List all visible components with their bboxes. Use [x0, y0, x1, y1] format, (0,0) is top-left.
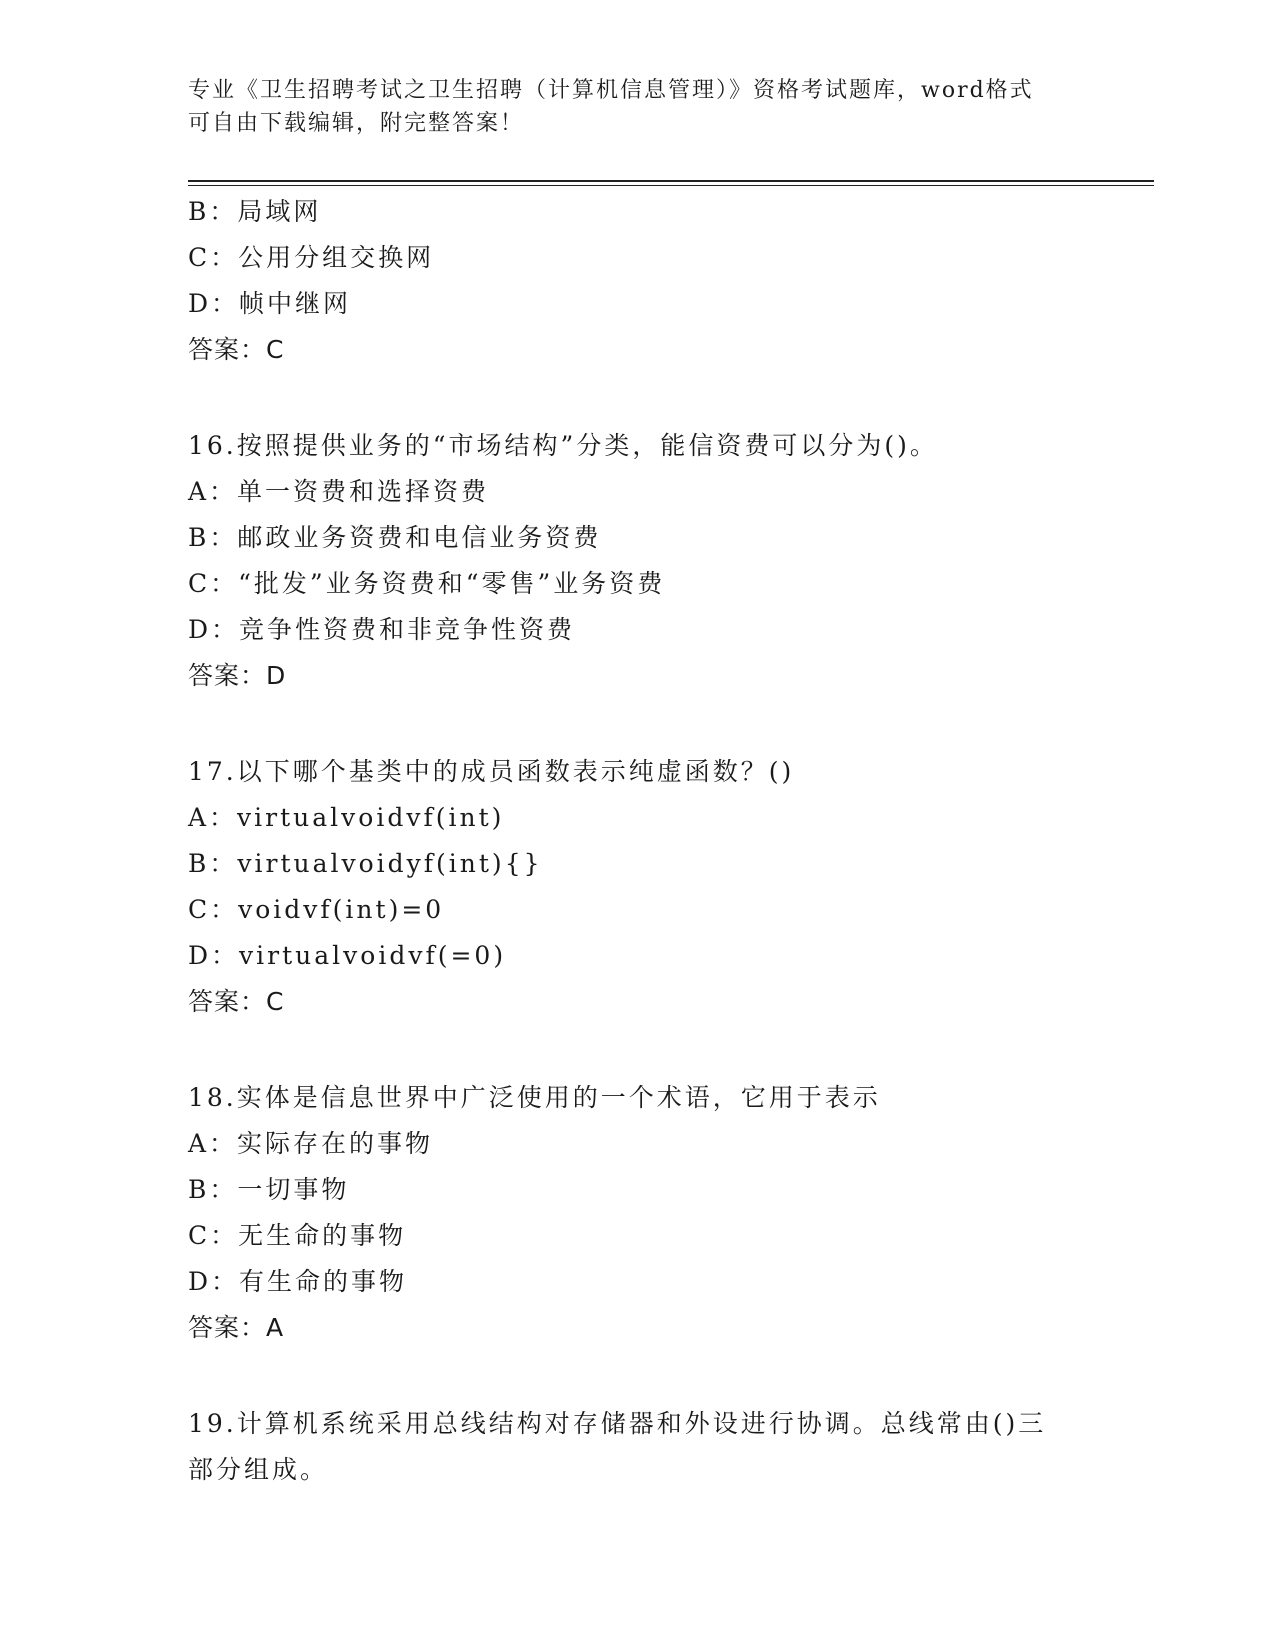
option-a: A：实际存在的事物: [188, 1129, 434, 1158]
header-line-2: 可自由下载编辑，附完整答案！: [188, 111, 525, 136]
answer: 答案：C: [188, 335, 285, 364]
option-d: D：竞争性资费和非竞争性资费: [188, 615, 576, 644]
option-c: C：“批发”业务资费和“零售”业务资费: [188, 569, 666, 598]
answer: 答案：D: [188, 661, 287, 690]
spacer: [188, 699, 1128, 749]
question-text: 16.按照提供业务的“市场结构”分类，能信资费可以分为()。: [188, 431, 938, 460]
header-line-1: 专业《卫生招聘考试之卫生招聘（计算机信息管理）》资格考试题库，word格式: [188, 78, 1034, 103]
option-b: B：virtualvoidyf(int){}: [188, 849, 543, 878]
answer: 答案：C: [188, 987, 285, 1016]
question-list: [188, 189, 1128, 1493]
header-divider-thin: [188, 185, 1154, 186]
option-b: B：邮政业务资费和电信业务资费: [188, 523, 602, 552]
answer: 答案：A: [188, 1313, 285, 1342]
option-d: D：有生命的事物: [188, 1267, 408, 1296]
option-c: C：voidvf(int)=0: [188, 895, 445, 924]
question-text-line-2: 部分组成。: [188, 1455, 329, 1484]
option-a: A：单一资费和选择资费: [188, 477, 490, 506]
spacer: [188, 1351, 1128, 1401]
option-d: D：帧中继网: [188, 289, 352, 318]
header-divider-thick: [188, 180, 1154, 182]
spacer: [188, 373, 1128, 423]
question-text: 18.实体是信息世界中广泛使用的一个术语，它用于表示: [188, 1083, 881, 1112]
question-text: 17.以下哪个基类中的成员函数表示纯虚函数？(): [188, 757, 795, 786]
document-header: [188, 74, 1088, 140]
question-18: [188, 1075, 1128, 1351]
question-17: [188, 749, 1128, 1025]
option-b: B：局域网: [188, 197, 322, 226]
spacer: [188, 1025, 1128, 1075]
question-15: [188, 189, 1128, 373]
question-text-line-1: 19.计算机系统采用总线结构对存储器和外设进行协调。总线常由()三: [188, 1409, 1047, 1438]
option-a: A：virtualvoidvf(int): [188, 803, 505, 832]
option-d: D：virtualvoidvf(=0): [188, 941, 507, 970]
question-16: [188, 423, 1128, 699]
option-c: C：公用分组交换网: [188, 243, 435, 272]
option-b: B：一切事物: [188, 1175, 350, 1204]
option-c: C：无生命的事物: [188, 1221, 407, 1250]
question-19: [188, 1401, 1128, 1493]
